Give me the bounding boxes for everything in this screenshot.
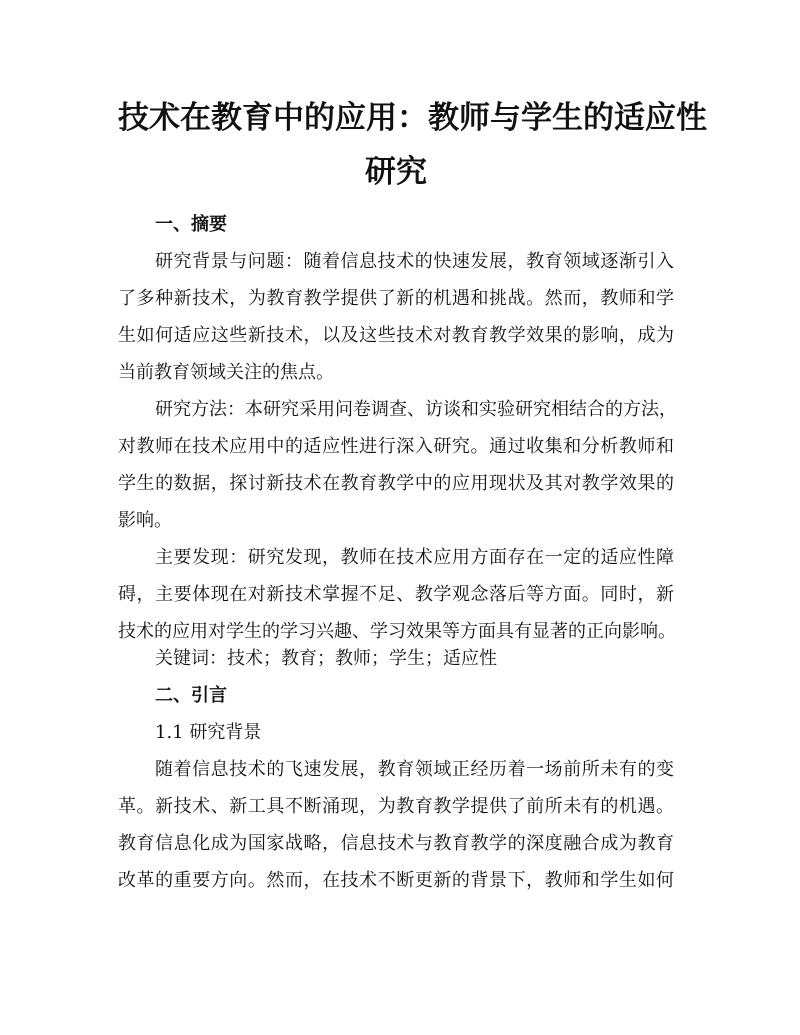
paragraph-line: 随着信息技术的飞速发展，教育领域正经历着一场前所未有的变 [155, 759, 674, 780]
title-line: 研究 [365, 154, 427, 190]
paragraph-line: 技术的应用对学生的学习兴趣、学习效果等方面具有显著的正向影响。 [118, 621, 676, 642]
paragraph-line: 研究方法：本研究采用问卷调查、访谈和实验研究相结合的方法， [155, 399, 677, 420]
paragraph-line: 了多种新技术，为教育教学提供了新的机遇和挑战。然而，教师和学 [118, 288, 674, 309]
abstract-body [118, 243, 677, 650]
document-title [118, 92, 707, 198]
paragraph-line: 碍，主要体现在对新技术掌握不足、教学观念落后等方面。同时，新 [118, 584, 674, 605]
paragraph [118, 539, 674, 650]
paragraph-line: 生如何适应这些新技术，以及这些技术对教育教学效果的影响，成为 [118, 325, 674, 346]
paragraph-line: 对教师在技术应用中的适应性进行深入研究。通过收集和分析教师和 [118, 436, 674, 457]
paragraph-line: 当前教育领域关注的焦点。 [118, 362, 334, 383]
section-heading-introduction: 二、引言 [155, 685, 227, 706]
paragraph [118, 391, 677, 539]
paragraph-line: 主要发现：研究发现，教师在技术应用方面存在一定的适应性障 [155, 547, 674, 568]
paragraph-line: 学生的数据，探讨新技术在教育教学中的应用现状及其对教学效果的 [118, 473, 674, 494]
paragraph-line: 研究背景与问题：随着信息技术的快速发展，教育领域逐渐引入 [155, 251, 674, 272]
paragraph-line: 影响。 [118, 510, 172, 531]
document-page [118, 92, 707, 899]
paragraph-line: 改革的重要方向。然而，在技术不断更新的背景下，教师和学生如何 [118, 870, 674, 891]
subsection-heading-background: 1.1 研究背景 [155, 722, 262, 743]
introduction-body [118, 751, 674, 899]
paragraph-line: 教育信息化成为国家战略，信息技术与教育教学的深度融合成为教育 [118, 833, 674, 854]
paragraph [118, 751, 674, 899]
section-heading-abstract: 一、摘要 [155, 214, 227, 235]
keywords: 关键词：技术；教育；教师；学生；适应性 [155, 648, 497, 669]
paragraph [118, 243, 674, 391]
title-line: 技术在教育中的应用：教师与学生的适应性 [118, 100, 707, 136]
paragraph-line: 革。新技术、新工具不断涌现，为教育教学提供了前所未有的机遇。 [118, 796, 674, 817]
